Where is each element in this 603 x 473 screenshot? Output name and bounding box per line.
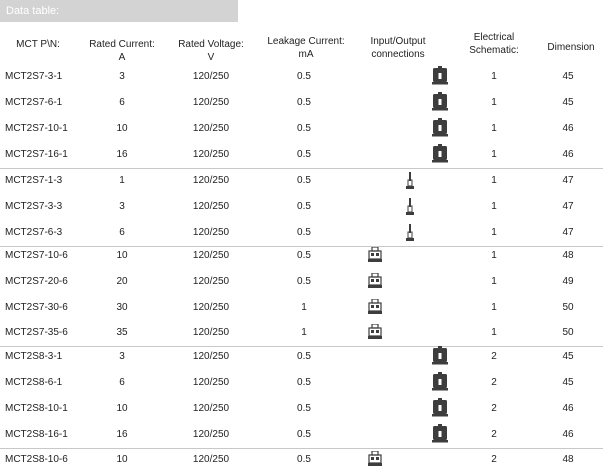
rated-voltage-cell: 120/250 bbox=[192, 175, 230, 186]
rated-voltage-cell: 120/250 bbox=[192, 227, 230, 238]
table-row bbox=[0, 64, 603, 90]
rated-current-cell: 1 bbox=[119, 175, 125, 186]
table-row bbox=[0, 320, 603, 347]
table-row bbox=[0, 269, 603, 295]
part-number-cell: MCT2S7-6-1 bbox=[5, 97, 63, 108]
dimension-cell: 45 bbox=[562, 377, 574, 388]
rated-voltage-cell: 120/250 bbox=[192, 351, 230, 362]
rated-voltage-cell: 120/250 bbox=[192, 327, 230, 338]
block-terminal-icon bbox=[432, 144, 448, 169]
dimension-cell: 46 bbox=[562, 403, 574, 414]
rated-current-cell: 30 bbox=[116, 302, 128, 313]
table-row bbox=[0, 116, 603, 142]
part-number-cell: MCT2S7-3-1 bbox=[5, 71, 63, 82]
part-number-cell: MCT2S8-10-1 bbox=[5, 403, 68, 414]
schematic-cell: 1 bbox=[491, 123, 497, 134]
part-number-cell: MCT2S7-30-6 bbox=[5, 302, 68, 313]
screw-terminal-icon bbox=[368, 247, 382, 268]
rated-current-cell: 10 bbox=[116, 123, 128, 134]
schematic-cell: 1 bbox=[491, 227, 497, 238]
schematic-cell: 1 bbox=[491, 71, 497, 82]
leakage-current-cell: 1 bbox=[301, 327, 307, 338]
leakage-current-cell: 0.5 bbox=[297, 227, 311, 238]
pin-terminal-icon bbox=[406, 198, 414, 221]
part-number-cell: MCT2S8-6-1 bbox=[5, 377, 63, 388]
schematic-cell: 1 bbox=[491, 250, 497, 261]
leakage-current-cell: 0.5 bbox=[297, 454, 311, 465]
rated-current-cell: 35 bbox=[116, 327, 128, 338]
rated-voltage-cell: 120/250 bbox=[192, 454, 230, 465]
schematic-cell: 1 bbox=[491, 302, 497, 313]
leakage-current-cell: 0.5 bbox=[297, 149, 311, 160]
table-row bbox=[0, 447, 603, 473]
rated-voltage-cell: 120/250 bbox=[192, 250, 230, 261]
pin-terminal-icon bbox=[406, 172, 414, 195]
leakage-current-cell: 0.5 bbox=[297, 403, 311, 414]
dimension-cell: 48 bbox=[562, 250, 574, 261]
header-leakage-current: Leakage Current: mA bbox=[267, 36, 345, 60]
block-terminal-icon bbox=[432, 66, 448, 91]
schematic-cell: 2 bbox=[491, 403, 497, 414]
dimension-cell: 47 bbox=[562, 227, 574, 238]
screw-terminal-icon bbox=[368, 299, 382, 320]
table-row bbox=[0, 396, 603, 422]
schematic-cell: 2 bbox=[491, 429, 497, 440]
header-part-number: MCT P\N: bbox=[16, 39, 60, 50]
part-number-cell: MCT2S8-3-1 bbox=[5, 351, 63, 362]
schematic-cell: 1 bbox=[491, 201, 497, 212]
part-number-cell: MCT2S7-3-3 bbox=[5, 201, 63, 212]
schematic-cell: 1 bbox=[491, 97, 497, 108]
header-rated-current: Rated Current: A bbox=[89, 39, 155, 63]
rated-current-cell: 10 bbox=[116, 403, 128, 414]
block-terminal-icon bbox=[432, 372, 448, 397]
leakage-current-cell: 0.5 bbox=[297, 250, 311, 261]
schematic-cell: 1 bbox=[491, 149, 497, 160]
rated-voltage-cell: 120/250 bbox=[192, 276, 230, 287]
dimension-cell: 47 bbox=[562, 175, 574, 186]
schematic-cell: 2 bbox=[491, 454, 497, 465]
dimension-cell: 46 bbox=[562, 123, 574, 134]
part-number-cell: MCT2S7-1-3 bbox=[5, 175, 63, 186]
schematic-cell: 1 bbox=[491, 327, 497, 338]
dimension-cell: 50 bbox=[562, 302, 574, 313]
schematic-cell: 1 bbox=[491, 175, 497, 186]
table-row bbox=[0, 422, 603, 449]
table-row bbox=[0, 142, 603, 169]
table-row bbox=[0, 90, 603, 116]
dimension-cell: 45 bbox=[562, 71, 574, 82]
part-number-cell: MCT2S8-16-1 bbox=[5, 429, 68, 440]
schematic-cell: 2 bbox=[491, 377, 497, 388]
schematic-cell: 1 bbox=[491, 276, 497, 287]
leakage-current-cell: 0.5 bbox=[297, 97, 311, 108]
header-io-connections: Input/Output connections bbox=[370, 36, 426, 60]
header-electrical-schematic: Electrical Schematic: bbox=[469, 32, 519, 56]
leakage-current-cell: 0.5 bbox=[297, 377, 311, 388]
rated-current-cell: 16 bbox=[116, 149, 128, 160]
dimension-cell: 50 bbox=[562, 327, 574, 338]
leakage-current-cell: 0.5 bbox=[297, 71, 311, 82]
rated-voltage-cell: 120/250 bbox=[192, 149, 230, 160]
header-dimension: Dimension bbox=[547, 42, 595, 53]
block-terminal-icon bbox=[432, 92, 448, 117]
rated-voltage-cell: 120/250 bbox=[192, 71, 230, 82]
table-row bbox=[0, 344, 603, 370]
table-row bbox=[0, 168, 603, 194]
table-row bbox=[0, 370, 603, 396]
leakage-current-cell: 0.5 bbox=[297, 429, 311, 440]
header-rated-voltage: Rated Voltage: V bbox=[178, 39, 244, 63]
rated-voltage-cell: 120/250 bbox=[192, 201, 230, 212]
leakage-current-cell: 0.5 bbox=[297, 175, 311, 186]
part-number-cell: MCT2S7-10-6 bbox=[5, 250, 68, 261]
rated-current-cell: 10 bbox=[116, 454, 128, 465]
dimension-cell: 49 bbox=[562, 276, 574, 287]
rated-current-cell: 20 bbox=[116, 276, 128, 287]
screw-terminal-icon bbox=[368, 324, 382, 345]
leakage-current-cell: 0.5 bbox=[297, 201, 311, 212]
rated-current-cell: 16 bbox=[116, 429, 128, 440]
dimension-cell: 45 bbox=[562, 351, 574, 362]
rated-voltage-cell: 120/250 bbox=[192, 97, 230, 108]
rated-voltage-cell: 120/250 bbox=[192, 429, 230, 440]
rated-current-cell: 3 bbox=[119, 201, 125, 212]
table-row bbox=[0, 243, 603, 269]
part-number-cell: MCT2S7-10-1 bbox=[5, 123, 68, 134]
dimension-cell: 46 bbox=[562, 429, 574, 440]
block-terminal-icon bbox=[432, 118, 448, 143]
dimension-cell: 45 bbox=[562, 97, 574, 108]
rated-current-cell: 6 bbox=[119, 227, 125, 238]
leakage-current-cell: 1 bbox=[301, 302, 307, 313]
schematic-cell: 2 bbox=[491, 351, 497, 362]
block-terminal-icon bbox=[432, 398, 448, 423]
dimension-cell: 46 bbox=[562, 149, 574, 160]
part-number-cell: MCT2S7-20-6 bbox=[5, 276, 68, 287]
leakage-current-cell: 0.5 bbox=[297, 276, 311, 287]
part-number-cell: MCT2S7-6-3 bbox=[5, 227, 63, 238]
rated-current-cell: 3 bbox=[119, 71, 125, 82]
rated-current-cell: 6 bbox=[119, 97, 125, 108]
leakage-current-cell: 0.5 bbox=[297, 123, 311, 134]
rated-voltage-cell: 120/250 bbox=[192, 403, 230, 414]
rated-current-cell: 10 bbox=[116, 250, 128, 261]
part-number-cell: MCT2S8-10-6 bbox=[5, 454, 68, 465]
rated-current-cell: 6 bbox=[119, 377, 125, 388]
screw-terminal-icon bbox=[368, 273, 382, 294]
part-number-cell: MCT2S7-35-6 bbox=[5, 327, 68, 338]
part-number-cell: MCT2S7-16-1 bbox=[5, 149, 68, 160]
dimension-cell: 47 bbox=[562, 201, 574, 212]
table-banner: Data table: bbox=[0, 0, 238, 22]
dimension-cell: 48 bbox=[562, 454, 574, 465]
leakage-current-cell: 0.5 bbox=[297, 351, 311, 362]
rated-current-cell: 3 bbox=[119, 351, 125, 362]
rated-voltage-cell: 120/250 bbox=[192, 123, 230, 134]
rated-voltage-cell: 120/250 bbox=[192, 302, 230, 313]
block-terminal-icon bbox=[432, 346, 448, 371]
block-terminal-icon bbox=[432, 424, 448, 449]
table-row bbox=[0, 295, 603, 321]
rated-voltage-cell: 120/250 bbox=[192, 377, 230, 388]
table-row bbox=[0, 194, 603, 220]
